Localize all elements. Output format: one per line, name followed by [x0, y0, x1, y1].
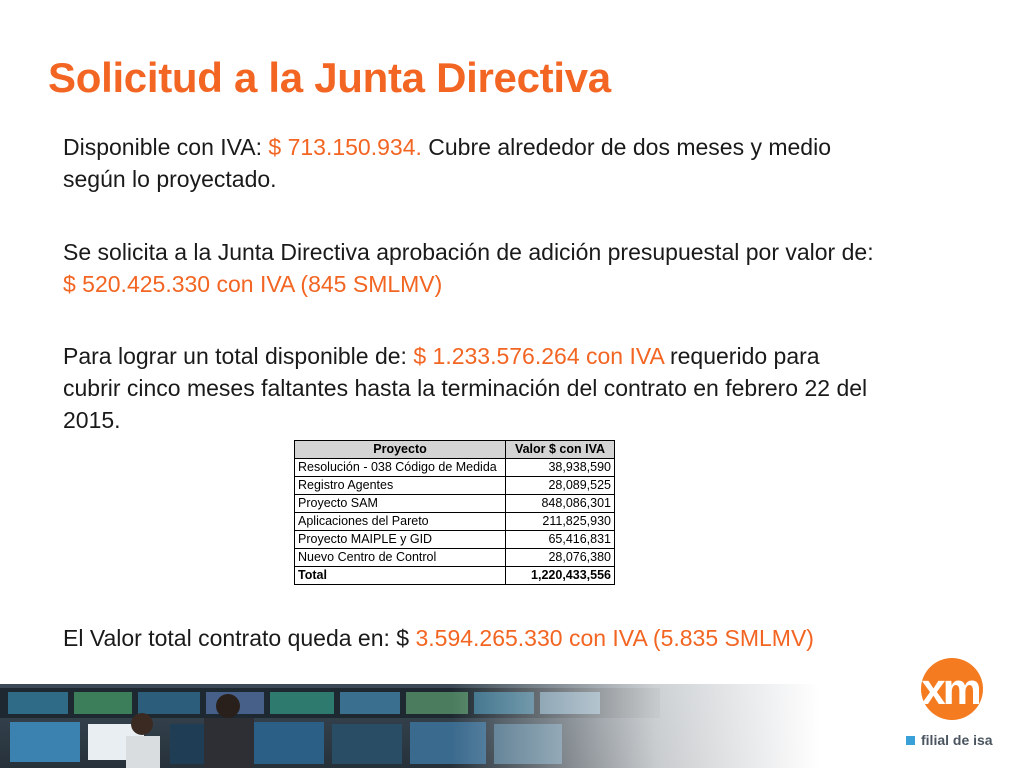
total-available-paragraph: [63, 340, 883, 436]
brand-square-icon: [906, 736, 915, 745]
table-row: [295, 513, 615, 531]
table-row: [295, 549, 615, 567]
project-name: Aplicaciones del Pareto: [295, 513, 506, 531]
project-name: Registro Agentes: [295, 477, 506, 495]
total-available-amount: $ 1.233.576.264 con IVA: [413, 343, 664, 369]
project-value: 848,086,301: [506, 495, 615, 513]
project-name: Nuevo Centro de Control: [295, 549, 506, 567]
brand-tagline: [906, 732, 993, 748]
total-available-label: Para lograr un total disponible de:: [63, 343, 414, 369]
project-value: 38,938,590: [506, 459, 615, 477]
tagline-text: filial de isa: [921, 732, 993, 748]
xm-logo: [900, 656, 992, 726]
table-row: [295, 531, 615, 549]
slide-title: Solicitud a la Junta Directiva: [48, 54, 611, 101]
project-value: 28,076,380: [506, 549, 615, 567]
total-label: Total: [295, 567, 506, 585]
total-value: 1,220,433,556: [506, 567, 615, 585]
project-value: 211,825,930: [506, 513, 615, 531]
contract-total-amount: 3.594.265.330 con IVA (5.835 SMLMV): [415, 625, 814, 651]
project-name: Proyecto SAM: [295, 495, 506, 513]
project-value: 65,416,831: [506, 531, 615, 549]
table-header-row: [295, 441, 615, 459]
project-name: Proyecto MAIPLE y GID: [295, 531, 506, 549]
control-room-photo: [0, 684, 820, 768]
addition-request-text: Se solicita a la Junta Directiva aprobación de adición presupuestal por valor de:: [63, 239, 874, 265]
table-row: [295, 459, 615, 477]
logo-text: xm: [921, 665, 979, 714]
contract-total-paragraph: [63, 622, 883, 654]
contract-total-label: El Valor total contrato queda en: $: [63, 625, 416, 651]
project-name: Resolución - 038 Código de Medida: [295, 459, 506, 477]
addition-request-amount: $ 520.425.330 con IVA (845 SMLMV): [63, 271, 443, 297]
table-total-row: [295, 567, 615, 585]
table-row: [295, 495, 615, 513]
addition-request-paragraph: [63, 236, 883, 300]
available-budget-paragraph: [63, 131, 883, 195]
header-valor: Valor $ con IVA: [506, 441, 615, 459]
total-available-note: requerido para cubrir cinco meses faltantes hasta la terminación del contrato en febrero 22 del 2015.: [63, 343, 868, 433]
projects-table: [294, 440, 615, 585]
header-proyecto: Proyecto: [295, 441, 506, 459]
available-budget-note: Cubre alrededor de dos meses y medio según lo proyectado.: [63, 134, 831, 192]
available-budget-amount: $ 713.150.934.: [268, 134, 422, 160]
available-budget-label: Disponible con IVA:: [63, 134, 269, 160]
table-row: [295, 477, 615, 495]
project-value: 28,089,525: [506, 477, 615, 495]
